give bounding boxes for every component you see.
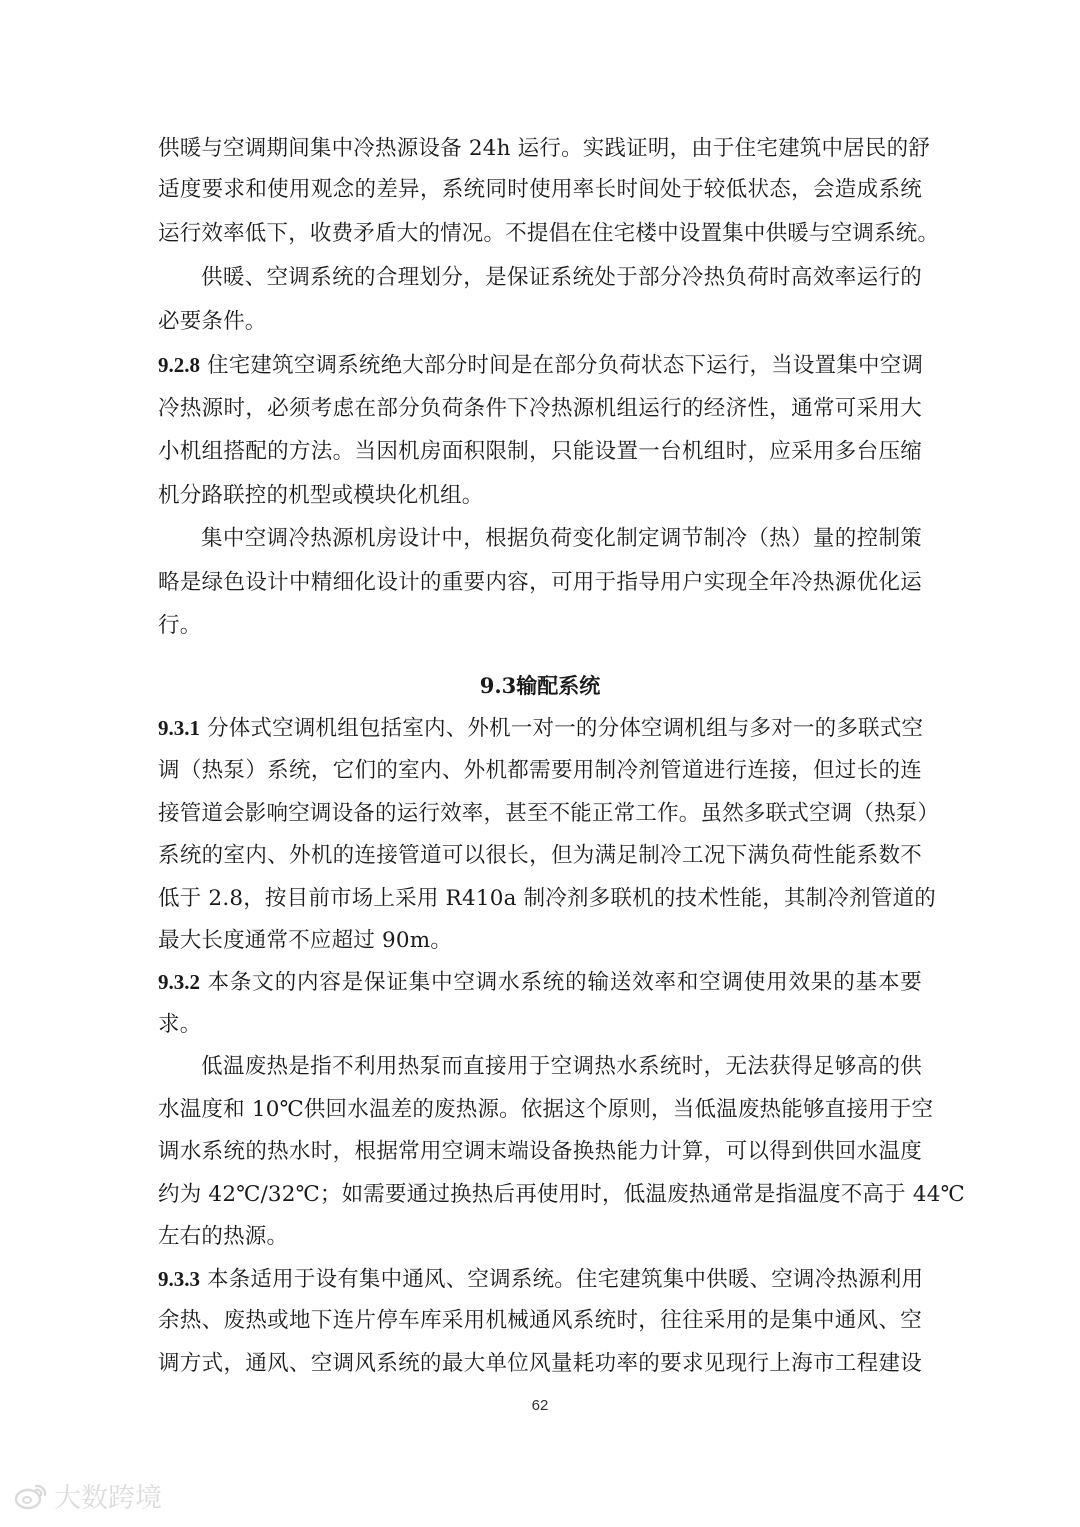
clause-line: 9.3.1 分体式空调机组包括室内、外机一对一的分体空调机组与多对一的多联式空: [158, 716, 924, 741]
clause-number: 9.3.1: [158, 716, 200, 740]
text-line: 集中空调冷热源机房设计中，根据负荷变化制定调节制冷（热）量的控制策: [201, 526, 922, 551]
text-line: 运行效率低下，收费矛盾大的情况。不提倡在住宅楼中设置集中供暖与空调系统。: [158, 221, 940, 246]
text-line: 适度要求和使用观念的差异，系统同时使用率长时间处于较低状态，会造成系统: [158, 177, 922, 202]
section-heading: 9.3输配系统: [479, 673, 601, 698]
text-line: 余热、废热或地下连片停车库采用机械通风系统时，往往采用的是集中通风、空: [158, 1308, 922, 1333]
text-line: 略是绿色设计中精细化设计的重要内容，可用于指导用户实现全年冷热源优化运: [158, 570, 922, 595]
watermark: [14, 1476, 162, 1515]
text-line: 调水系统的热水时，根据常用空调末端设备换热能力计算，可以得到供回水温度: [158, 1139, 922, 1164]
text-line: 低温废热是指不利用热泵而直接用于空调热水系统时，无法获得足够高的供: [201, 1054, 922, 1079]
clause-line: 9.3.3 本条适用于设有集中通风、空调系统。住宅建筑集中供暖、空调冷热源利用: [158, 1267, 924, 1292]
text-line: 行。: [158, 613, 202, 638]
clause-number: 9.3.2: [158, 970, 200, 994]
text-line: 低于 2.8，按目前市场上采用 R410a 制冷剂多联机的技术性能，其制冷剂管道的: [158, 886, 936, 911]
clause-line: 9.2.8 住宅建筑空调系统绝大部分时间是在部分负荷状态下运行，当设置集中空调: [158, 353, 924, 378]
watermark-text: 大数跨境: [54, 1483, 162, 1514]
text-line: 接管道会影响空调设备的运行效率，甚至不能正常工作。虽然多联式空调（热泵）: [158, 801, 940, 826]
clause-number: 9.3.3: [158, 1267, 200, 1291]
weibo-icon: [14, 1482, 48, 1510]
text-line: 小机组搭配的方法。当因机房面积限制，只能设置一台机组时，应采用多台压缩: [158, 439, 922, 464]
clause-number: 9.2.8: [158, 353, 200, 377]
text-line: 最大长度通常不应超过 90m。: [158, 928, 453, 953]
text-line: 调（热泵）系统，它们的室内、外机都需要用制冷剂管道进行连接，但过长的连: [158, 758, 922, 783]
text-line: 约为 42℃/32℃；如需要通过换热后再使用时，低温废热通常是指温度不高于 44℃: [158, 1182, 965, 1207]
text-line: 供暖与空调期间集中冷热源设备 24h 运行。实践证明，由于住宅建筑中居民的舒: [158, 136, 930, 161]
text-line: 水温度和 10℃供回水温差的废热源。依据这个原则，当低温废热能够直接用于空: [158, 1097, 934, 1122]
page-number: 62: [531, 1397, 549, 1414]
text-line: 左右的热源。: [158, 1224, 289, 1249]
text-line: 系统的室内、外机的连接管道可以很长，但为满足制冷工况下满负荷性能系数不: [158, 843, 922, 868]
text-line: 求。: [158, 1012, 202, 1037]
text-line: 调方式，通风、空调风系统的最大单位风量耗功率的要求见现行上海市工程建设: [158, 1351, 922, 1376]
clause-line: 9.3.2 本条文的内容是保证集中空调水系统的输送效率和空调使用效果的基本要: [158, 970, 922, 995]
text-line: 必要条件。: [158, 309, 267, 334]
text-line: 机分路联控的机型或模块化机组。: [158, 483, 484, 508]
text-line: 冷热源时，必须考虑在部分负荷条件下冷热源机组运行的经济性，通常可采用大: [158, 396, 922, 421]
text-line: 供暖、空调系统的合理划分，是保证系统处于部分冷热负荷时高效率运行的: [201, 265, 922, 290]
